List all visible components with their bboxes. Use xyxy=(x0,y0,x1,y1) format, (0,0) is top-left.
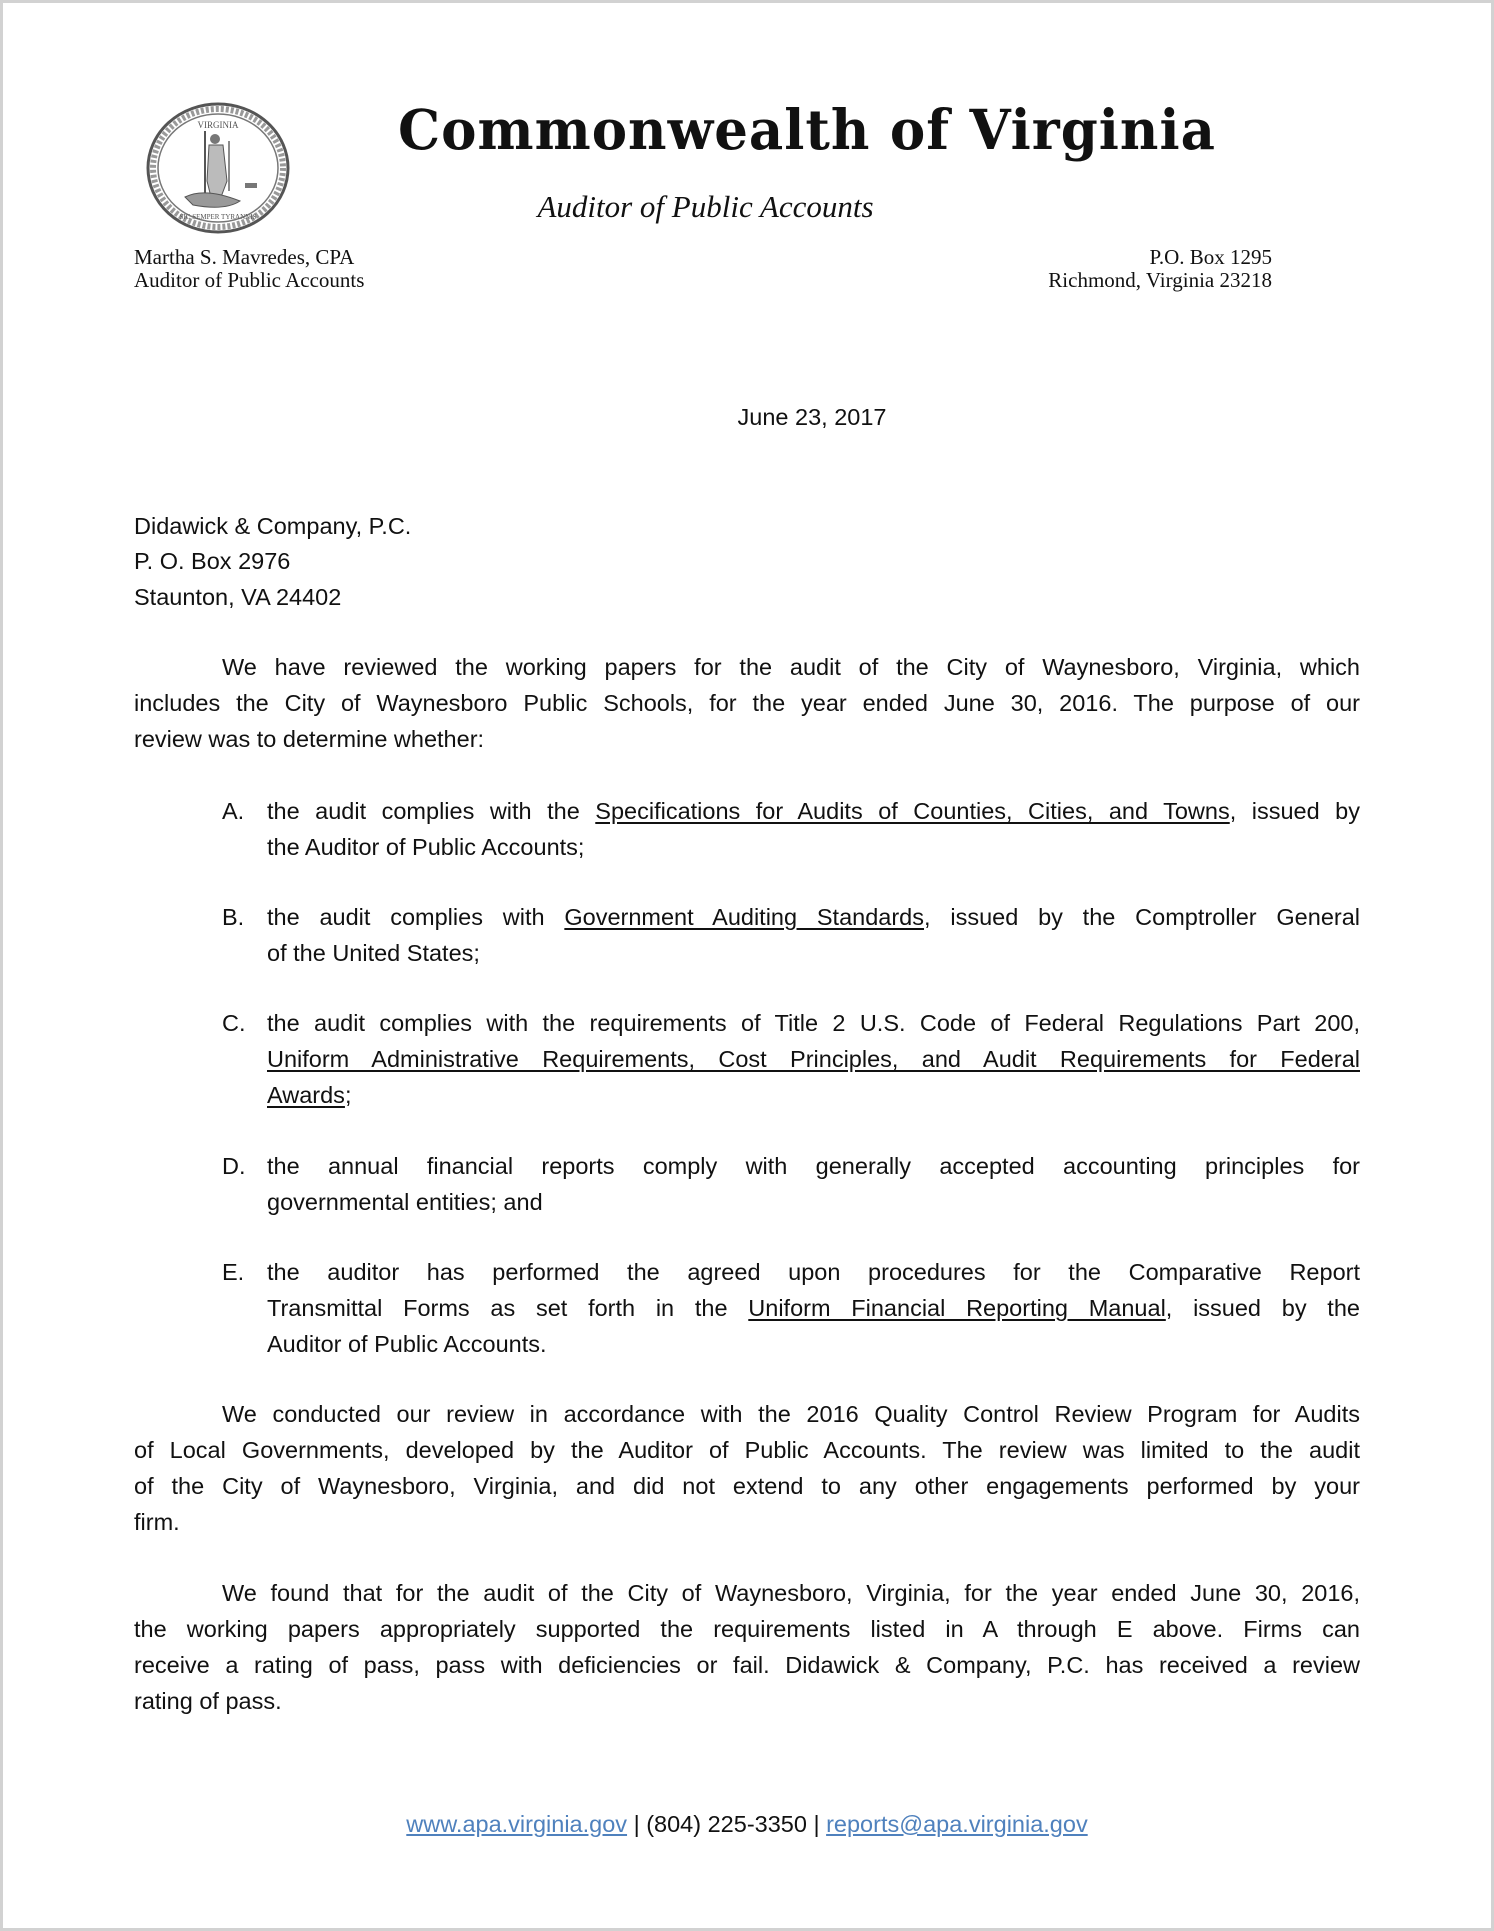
svg-text:SIC SEMPER TYRANNIS: SIC SEMPER TYRANNIS xyxy=(179,213,257,221)
city-state-zip: Richmond, Virginia 23218 xyxy=(1048,268,1272,292)
gas-link: Government Auditing Standards xyxy=(564,904,925,930)
list-item-line: the auditor has performed the agreed upon procedures for the Comparative Report xyxy=(267,1259,1360,1285)
list-item-letter: E. xyxy=(222,1259,245,1285)
paragraph-line: the working papers appropriately supported the requirements listed in A through E above. Firms can xyxy=(134,1616,1360,1642)
auditor-name: Martha S. Mavredes, CPA xyxy=(134,245,355,269)
po-box: P.O. Box 1295 xyxy=(1149,245,1272,269)
paragraph-line: We found that for the audit of the City of Waynesboro, Virginia, for the year ended June 30, 2016, xyxy=(222,1580,1360,1606)
recipient-street: P. O. Box 2976 xyxy=(134,548,291,574)
list-item-letter: C. xyxy=(222,1010,246,1036)
phone-number: (804) 225-3350 xyxy=(646,1811,807,1837)
auditor-title: Auditor of Public Accounts xyxy=(134,268,365,292)
list-item-line: Transmittal Forms as set forth in the Uniform Financial Reporting Manual, issued by the xyxy=(267,1295,1360,1321)
list-item-line: the audit complies with Government Auditing Standards, issued by the Comptroller General xyxy=(267,904,1361,930)
list-item-line: the annual financial reports comply with generally accepted accounting principles for xyxy=(267,1153,1360,1179)
letterhead-subtitle: Auditor of Public Accounts xyxy=(537,189,874,224)
list-item-line: Awards; xyxy=(267,1082,352,1108)
list-item-line: the audit complies with the Specifications for Audits of Counties, Cities, and Towns, issued by xyxy=(267,798,1360,824)
list-item-line xyxy=(267,1042,1360,1078)
letter-page xyxy=(3,3,1491,1928)
list-item-letter: D. xyxy=(222,1153,246,1179)
email-link[interactable]: reports@apa.virginia.gov xyxy=(826,1811,1088,1837)
letterhead-title: Commonwealth of Virginia xyxy=(398,97,1216,163)
paragraph-line: We have reviewed the working papers for the audit of the City of Waynesboro, Virginia, which xyxy=(222,654,1360,680)
paragraph-line: rating of pass. xyxy=(134,1688,282,1714)
specifications-link: Specifications for Audits of Counties, Cities, and Towns xyxy=(595,798,1230,824)
paragraph-line: firm. xyxy=(134,1509,180,1535)
paragraph-line: review was to determine whether: xyxy=(134,726,485,752)
footer-separator: | xyxy=(813,1811,820,1837)
ufrm-link: Uniform Financial Reporting Manual xyxy=(748,1295,1166,1321)
list-item-line: the audit complies with the requirements of Title 2 U.S. Code of Federal Regulations Part 200, xyxy=(267,1010,1360,1036)
svg-text:VIRGINIA: VIRGINIA xyxy=(197,120,239,130)
website-link[interactable]: www.apa.virginia.gov xyxy=(406,1811,628,1837)
paragraph-line: includes the City of Waynesboro Public Schools, for the year ended June 30, 2016. The purpose of our xyxy=(134,690,1360,716)
paragraph-line: We conducted our review in accordance with the 2016 Quality Control Review Program for Audits xyxy=(222,1401,1360,1427)
list-item-letter: A. xyxy=(222,798,245,824)
paragraph-line: of Local Governments, developed by the Auditor of Public Accounts. The review was limited to the audit xyxy=(134,1437,1360,1463)
recipient-city: Staunton, VA 24402 xyxy=(134,584,342,610)
list-item-line: the Auditor of Public Accounts; xyxy=(267,834,585,860)
list-item-line: governmental entities; and xyxy=(267,1189,543,1215)
list-item-line: Auditor of Public Accounts. xyxy=(267,1331,547,1357)
footer-separator: | xyxy=(633,1811,640,1837)
footer-contact xyxy=(3,1811,1491,1838)
list-item-line: of the United States; xyxy=(267,940,480,966)
paragraph-line: receive a rating of pass, pass with deficiencies or fail. Didawick & Company, P.C. has received a review xyxy=(134,1652,1360,1678)
list-item-letter: B. xyxy=(222,904,245,930)
virginia-seal-icon xyxy=(145,101,291,235)
paragraph-line: of the City of Waynesboro, Virginia, and did not extend to any other engagements performed by your xyxy=(134,1473,1360,1499)
letter-date: June 23, 2017 xyxy=(737,404,887,430)
recipient-name: Didawick & Company, P.C. xyxy=(134,513,412,539)
uniform-guidance-link: Uniform Administrative Requirements, Cost Principles, and Audit Requirements for Federal xyxy=(267,1046,1360,1072)
